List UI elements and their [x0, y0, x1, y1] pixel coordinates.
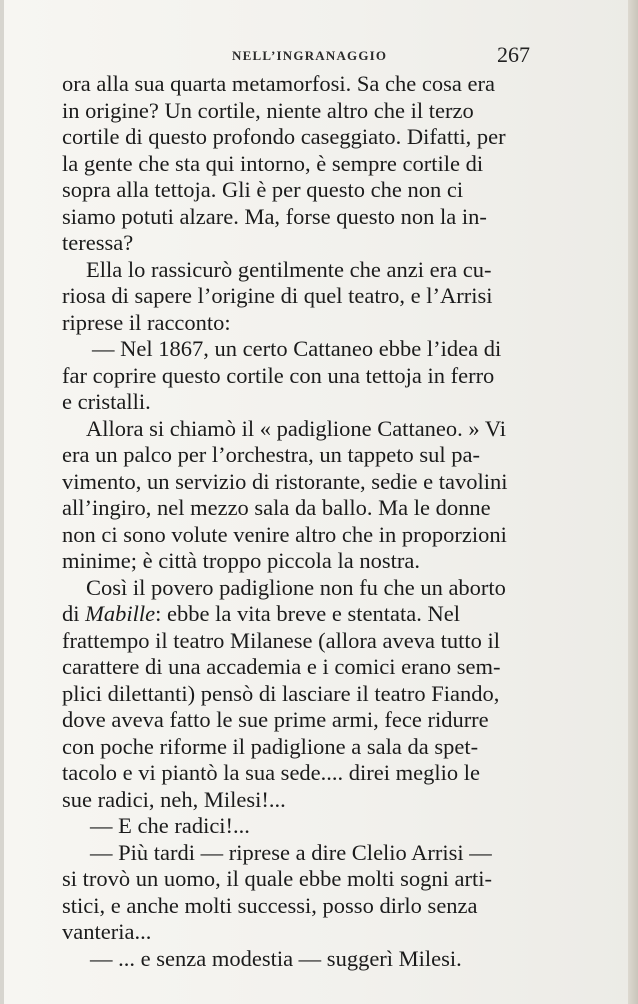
text-line: far coprire questo cortile con una tettoja in ferro: [62, 362, 495, 388]
italic-word: Mabille: [85, 601, 156, 626]
body-text: [62, 71, 562, 972]
text-line: la gente che sta qui intorno, è sempre cortile di: [62, 150, 484, 176]
text-line: sue radici, neh, Milesi!...: [62, 786, 286, 812]
dialogue-line: — E che radici!...: [90, 813, 250, 838]
text-fragment: : ebbe la vita breve e stentata. Nel: [155, 601, 460, 626]
text-line: all’ingiro, nel mezzo sala da ballo. Ma le donne: [62, 495, 491, 520]
text-line: frattempo il teatro Milanese (allora aveva tutto il: [62, 627, 500, 653]
text-line: tacolo e vi piantò la sua sede.... direi meglio le: [62, 760, 480, 785]
dialogue-line: — Più tardi — riprese a dire Clelio Arrisi —: [90, 839, 492, 865]
text-line: e cristalli.: [62, 389, 151, 414]
text-line: siamo potuti alzare. Ma, forse questo non la in-: [62, 203, 487, 229]
text-line: Allora si chiamò il « padiglione Cattaneo. » Vi: [86, 415, 507, 441]
page-right-edge: [628, 0, 638, 1004]
running-title: NELL’INGRANAGGIO: [232, 48, 388, 63]
text-line: si trovò un uomo, il quale ebbe molti sogni arti-: [62, 866, 492, 891]
text-line: con poche riforme il padiglione a sala da spet-: [62, 733, 479, 759]
text-line: sopra alla tettoja. Gli è per questo che non ci: [62, 177, 464, 202]
text-line: vimento, un servizio di ristorante, sedie e tavolini: [62, 468, 508, 494]
text-line: plici dilettanti) pensò di lasciare il teatro Fiando,: [62, 680, 500, 706]
text-line: carattere di una accademia e i comici erano sem-: [62, 654, 501, 679]
dialogue-line: — Nel 1867, un certo Cattaneo ebbe l’idea di: [92, 336, 502, 361]
text-line: teressa?: [62, 230, 134, 255]
text-line: riprese il racconto:: [62, 309, 231, 335]
text-line: minime; è città troppo piccola la nostra.: [62, 548, 421, 573]
text-line: in origine? Un cortile, niente altro che il terzo: [62, 97, 474, 123]
page-number: 267: [497, 42, 530, 67]
page-left-edge: [0, 0, 4, 1004]
text-line: Così il povero padiglione non fu che un aborto: [86, 574, 506, 600]
text-line: Ella lo rassicurò gentilmente che anzi era cu-: [86, 256, 492, 282]
text-line-with-italic: [62, 601, 562, 628]
text-line: dove aveva fatto le sue prime armi, fece ridurre: [62, 707, 489, 732]
text-line: ora alla sua quarta metamorfosi. Sa che cosa era: [62, 71, 495, 96]
text-line: riosa di sapere l’origine di quel teatro, e l’Arrisi: [62, 283, 493, 308]
text-line: era un palco per l’orchestra, un tappeto sul pa-: [62, 442, 480, 467]
text-line: cortile di questo profondo caseggiato. Difatti, per: [62, 124, 506, 149]
dialogue-line: — ... e senza modestia — suggerì Milesi.: [90, 945, 462, 971]
page-header: [60, 42, 580, 66]
text-fragment: di: [62, 601, 86, 626]
text-line: non ci sono volute venire altro che in proporzioni: [62, 521, 507, 547]
text-line: vanteria...: [62, 919, 152, 944]
text-line: stici, e anche molti successi, posso dirlo senza: [62, 892, 478, 918]
